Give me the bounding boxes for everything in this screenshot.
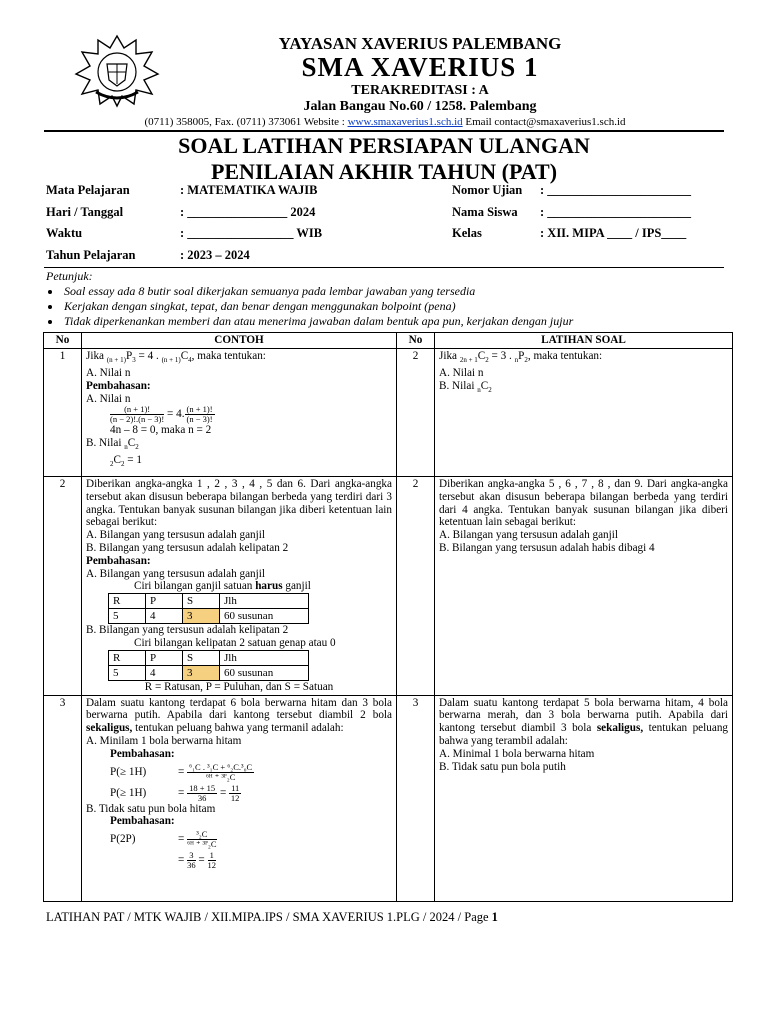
- practice-part-b: B. Tidak satu pun bola putih: [439, 760, 566, 773]
- instructions-heading: Petunjuk:: [46, 269, 93, 283]
- subject-label: Mata Pelajaran: [46, 183, 130, 197]
- instructions: [46, 269, 573, 329]
- title-line-1: SOAL LATIHAN PERSIAPAN ULANGAN: [178, 133, 590, 158]
- student-name-label: Nama Siswa: [452, 205, 518, 219]
- digit-legend: R = Ratusan, P = Puluhan, dan S = Satuan: [144, 680, 334, 693]
- example-part-a: A. Bilangan yang tersusun adalah ganjil: [86, 529, 265, 542]
- year-label: Tahun Pelajaran: [46, 248, 136, 262]
- date-value: : ________________ 2024: [180, 205, 316, 219]
- example-question: Jika $_{(n + 1)}P_3 = 4$ . $_{(n + 1)}C_4$, maka tentukan:: [86, 350, 266, 365]
- digit-table-even: R P S Jlh 5 4 3 60 susunan: [108, 650, 309, 681]
- class-label: Kelas: [452, 226, 482, 240]
- probability-line-3: P(2P) = $\frac{\text{³₂C}}{\text{⁶ᴴ ⁺ ³ᴾ₂C}}$: [110, 829, 217, 850]
- solution-equation: $\frac{(n + 1)!}{(n - 2)!.(n - 3)!}$ = 4. $\frac{(n + 1)!}{(n - 3)!}$: [110, 404, 213, 425]
- subject-value: : MATEMATIKA WAJIB: [180, 183, 318, 197]
- row-number: 3: [397, 695, 435, 901]
- date-label: Hari / Tanggal: [46, 205, 124, 219]
- example-question: Dalam suatu kantong terdapat 6 bola berwarna hitam dan 3 bola berwarna putih. Apabila dari kantong tersebut diambil 2 bola sekaligus, tentukan peluang bahwa yang termanil adalah:: [86, 696, 392, 735]
- accreditation: TERAKREDITASI : A: [351, 83, 489, 98]
- row-number: 2: [397, 349, 435, 477]
- instruction-item: • Tidak diperkenankan memberi dan atau menerima jawaban dalam bentuk apa pun, kerjakan dengan jujur: [62, 314, 573, 329]
- example-cell: [82, 349, 397, 477]
- example-cell: [82, 477, 397, 696]
- solution-heading: Pembahasan:: [110, 747, 175, 760]
- practice-cell: [435, 695, 733, 901]
- page-footer: LATIHAN PAT / MTK WAJIB / XII.MIPA.IPS / SMA XAVERIUS 1.PLG / 2024 / Page 1: [46, 910, 498, 924]
- time-label: Waktu: [46, 226, 83, 240]
- header-no: No: [44, 333, 82, 349]
- question-table: [43, 332, 733, 902]
- digit-table-odd: R P S Jlh 5 4 3 60 susunan: [108, 593, 309, 624]
- website-link[interactable]: www.smaxaverius1.sch.id: [347, 116, 463, 128]
- school-name: SMA XAVERIUS 1: [301, 52, 539, 82]
- solution-part-a: A. Bilangan yang tersusun adalah ganjil: [86, 567, 265, 580]
- info-divider: [44, 267, 724, 268]
- exam-number-label: Nomor Ujian: [452, 183, 523, 197]
- probability-line-2: P(≥ 1H) = $\frac{18 + 15}{36}$ = $\frac{11}{12}$: [110, 782, 240, 803]
- year-value: : 2023 – 2024: [180, 248, 250, 262]
- practice-part-a: A. Nilai n: [439, 367, 484, 380]
- row-number: 3: [44, 695, 82, 901]
- example-cell: [82, 695, 397, 901]
- table-header-row: [44, 333, 733, 349]
- exam-number-value: : _______________________: [540, 183, 692, 197]
- odd-rule: Ciri bilangan ganjil satuan harus ganjil: [134, 580, 311, 593]
- practice-cell: [435, 477, 733, 696]
- foundation-name: YAYASAN XAVERIUS PALEMBANG: [278, 34, 562, 53]
- solution-heading: Pembahasan:: [110, 815, 175, 828]
- header-divider: [44, 130, 724, 132]
- row-number: 1: [44, 349, 82, 477]
- example-part-b: B. Bilangan yang tersusun adalah kelipatan 2: [86, 541, 289, 554]
- document-title: [44, 133, 724, 185]
- solution-part-a: A. Nilai n: [86, 392, 131, 405]
- practice-part-b: B. Bilangan yang tersusun adalah habis dibagi 4: [439, 541, 655, 554]
- example-part-b: B. Tidak satu pun bola hitam: [86, 802, 216, 815]
- solution-part-b: B. Nilai $_nC_2$: [86, 437, 139, 452]
- solution-step: 4n – 8 = 0, maka n = 2: [110, 424, 212, 437]
- header-practice: LATIHAN SOAL: [435, 333, 733, 349]
- practice-question: Diberikan angka-angka 5 , 6 , 7 , 8 , dan 9. Dari angka-angka tersebut akan disusun beberapa bilangan berbeda yang terdiri dari 4 angka. Tentukan banyak susunan bilangan jika diberi ketentuan lain sebagai berikut:: [439, 478, 728, 529]
- header-no-2: No: [397, 333, 435, 349]
- solution-heading: Pembahasan:: [86, 554, 151, 567]
- table-row: [44, 695, 733, 901]
- table-row: [44, 349, 733, 477]
- table-row: [44, 477, 733, 696]
- school-address: Jalan Bangau No.60 / 1258. Palembang: [303, 99, 537, 114]
- solution-result: $_2C_2 = 1$: [110, 454, 142, 469]
- title-line-2: PENILAIAN AKHIR TAHUN (PAT): [210, 159, 558, 184]
- school-logo: [74, 34, 160, 108]
- school-contact: [40, 116, 730, 128]
- solution-part-b: B. Bilangan yang tersusun adalah kelipatan 2: [86, 624, 289, 637]
- practice-part-a: A. Bilangan yang tersusun adalah ganjil: [439, 529, 618, 542]
- time-value: : _________________ WIB: [180, 226, 323, 240]
- even-rule: Ciri bilangan kelipatan 2 satuan genap atau 0: [134, 636, 336, 649]
- probability-line-1: P(≥ 1H) = $\frac{\text{⁶₁C . ³₁C + ⁶₂C.³₀C}}{\text{⁶ᴴ ⁺ ³ᴾ₂C}}$: [110, 761, 253, 782]
- practice-question: Dalam suatu kantong terdapat 5 bola berwarna hitam, 4 bola berwarna merah, dan 3 bola berwarna putih. Apabila dari kantong tersebut diambil 3 bola sekaligus, tentukan peluang bahwa yang terambil adalah:: [439, 696, 729, 747]
- class-value: : XII. MIPA ____ / IPS____: [540, 226, 687, 240]
- header-example: CONTOH: [82, 333, 397, 349]
- example-part-a: A. Minilam 1 bola berwarna hitam: [86, 734, 242, 747]
- row-number: 2: [44, 477, 82, 696]
- practice-cell: [435, 349, 733, 477]
- solution-heading: Pembahasan:: [86, 379, 151, 392]
- probability-line-4: = $\frac{3}{36}$ = $\frac{1}{12}$: [178, 850, 217, 871]
- practice-question: Jika $_{2n + 1}C_2 = 3$ . $_nP_2$, maka tentukan:: [439, 350, 603, 365]
- page-number: 1: [491, 910, 498, 924]
- student-name-value: : _______________________: [540, 205, 692, 219]
- practice-part-a: A. Minimal 1 bola berwarna hitam: [439, 747, 595, 760]
- contact-phone: (0711) 358005, Fax. (0711) 373061 Website :: [144, 116, 348, 128]
- example-part-a: A. Nilai n: [86, 367, 131, 380]
- example-question: Diberikan angka-angka 1 , 2 , 3 , 4 , 5 dan 6. Dari angka-angka tersebut akan disusun beberapa bilangan berbeda yang terdiri dari 3 angka. Tentukan banyak susunan bilangan jika diberi ketentuan lain sebagai berikut:: [86, 478, 392, 529]
- instruction-item: • Kerjakan dengan singkat, tepat, dan benar dengan menggunakan bolpoint (pena): [62, 299, 573, 314]
- contact-email: Email contact@smaxaverius1.sch.id: [462, 116, 626, 128]
- practice-part-b: B. Nilai $_nC_2$: [439, 379, 492, 395]
- instruction-item: • Soal essay ada 8 butir soal dikerjakan semuanya pada lembar jawaban yang tersedia: [62, 284, 573, 299]
- row-number: 2: [397, 477, 435, 696]
